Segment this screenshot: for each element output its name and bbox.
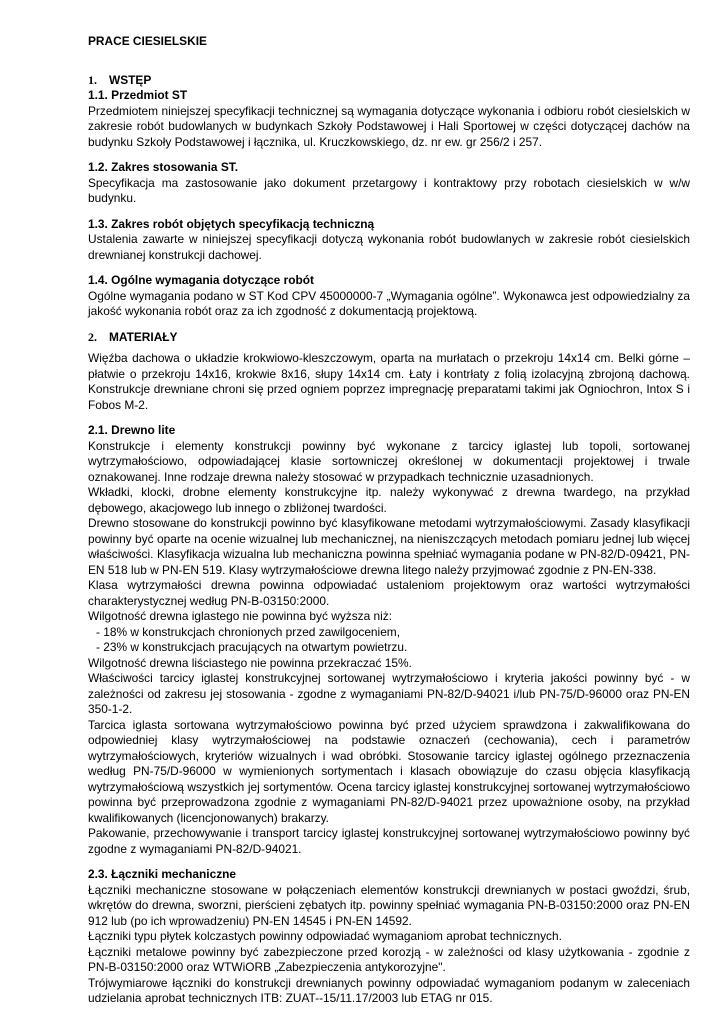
section-title: MATERIAŁY	[109, 329, 178, 344]
paragraph: Ustalenia zawarte w niniejszej specyfikacji dotyczą wykonania robót budowlanych w zakresie robót ciesielskich drewnianej konstrukcji dachowej.	[88, 232, 690, 262]
paragraph: Przedmiotem niniejszej specyfikacji technicznej są wymagania dotyczące wykonania i odbioru robót ciesielskich w zakresie robót budowlanych w budynkach Szkoły Podstawowej i Hali Sportowej w części dotyczącej dachów na budynku Szkoły Podstawowej i łącznika, ul. Kruczkowskiego, dz. nr ew. gr 256/2 i 257.	[88, 103, 690, 149]
section-1-heading	[88, 73, 690, 89]
list-item: - 18% w konstrukcjach chronionych przed zawilgoceniem,	[96, 624, 401, 639]
paragraph: Konstrukcje i elementy konstrukcji powinny być wykonane z tarcicy iglastej lub topoli, sortowanej wytrzymałościowo, odpowiadającej klasie sortowniczej określonej w dokumentacji projektowej i trwale oznakowanej. Inne rodzaje drewna należy stosować w przypadkach technicznie uzasadnionych.	[88, 438, 690, 484]
subsection-heading: 1.4. Ogólne wymagania dotyczące robót	[88, 273, 314, 287]
list-item: - 23% w konstrukcjach pracujących na otwartym powietrzu.	[96, 640, 408, 654]
subsection-heading: 1.3. Zakres robót objętych specyfikacją techniczną	[88, 216, 375, 231]
paragraph: Właściwości tarcicy iglastej konstrukcyjnej sortowanej wytrzymałościowo i kryteria jakości powinny być - w zależności od zakresu jej stosowania - zgodne z wymaganiami PN-82/D-94021 i/lub PN-75/D-96000 oraz PN-EN 350-1-2.	[88, 671, 690, 716]
paragraph: Pakowanie, przechowywanie i transport tarcicy iglastej konstrukcyjnej sortowanej wytrzymałościowo powinny być zgodne z wymaganiami PN-82/D-94021.	[88, 826, 690, 856]
paragraph: Łączniki typu płytek kolczastych powinny odpowiadać wymaganiom aprobat technicznych.	[88, 929, 562, 943]
subsection-heading: 2.3. Łączniki mechaniczne	[88, 867, 237, 881]
paragraph: Wilgotność drewna iglastego nie powinna być wyższa niż:	[88, 609, 393, 623]
section-number: 2.	[88, 329, 97, 344]
paragraph: Więźba dachowa o układzie krokwiowo-kleszczowym, oparta na murłatach o przekroju 14x14 cm. Belki górne – płatwie o przekroju 14x16, krokwie 8x16, słupy 14x14 cm. Łaty i kontrłaty z folią izolacyjną zbrojoną dachową. Konstrukcje drewniane chroni się przed ogniem poprzez impregnację preparatami takimi jak Ogniochron, Intox S i Fobos M-2.	[88, 351, 690, 412]
subsection-heading: 1.2. Zakres stosowania ST.	[88, 160, 239, 174]
subsection-heading: 1.1. Przedmiot ST	[88, 88, 188, 102]
paragraph: Drewno stosowane do konstrukcji powinno być klasyfikowane metodami wytrzymałościowymi. Zasady klasyfikacji powinny być oparte na ocenie wizualnej lub mechanicznej, na nieniszczących metodach pomiaru jednej lub więcej właściwości. Klasyfikacja wizualna lub mechaniczna powinna spełniać wymagania podane w PN-82/D-09421, PN-EN 518 lub w PN-EN 519. Klasy wytrzymałościowe drewna litego należy przyjmować zgodnie z PN-EN-338.	[88, 516, 690, 577]
section-title: WSTĘP	[109, 72, 152, 87]
subsection-heading: 2.1. Drewno lite	[88, 423, 176, 437]
document-title: PRACE CIESIELSKIE	[88, 34, 207, 48]
paragraph: Łączniki metalowe powinny być zabezpieczone przed korozją - w zależności od klasy użytkowania - zgodnie z PN-B-03150:2000 oraz WTWiORB „Zabezpieczenia antykorozyjne".	[88, 944, 690, 974]
section-number: 1.	[88, 72, 97, 87]
paragraph: Ogólne wymagania podano w ST Kod CPV 45000000-7 „Wymagania ogólne”. Wykonawca jest odpowiedzialny za jakość wykonania robót oraz za ich zgodność z dokumentacją projektową.	[88, 288, 690, 318]
section-2-heading	[88, 330, 690, 346]
paragraph: Specyfikacja ma zastosowanie jako dokument przetargowy i kontraktowy przy robotach ciesielskich w w/w budynku.	[88, 175, 690, 205]
paragraph: Wilgotność drewna liściastego nie powinna przekraczać 15%.	[88, 655, 412, 670]
paragraph: Wkładki, klocki, drobne elementy konstrukcyjne itp. należy wykonywać z drewna twardego, na przykład dębowego, akacjowego lub innego o zbliżonej twardości.	[88, 485, 690, 515]
paragraph: Łączniki mechaniczne stosowane w połączeniach elementów konstrukcji drewnianych w postaci gwoździ, śrub, wkrętów do drewna, sworzni, pierścieni zębatych itp. powinny spełniać wymagania PN-B-03150:2000 oraz PN-EN 912 lub (po ich wprowadzeniu) PN-EN 14545 i PN-EN 14592.	[88, 882, 690, 928]
document-page	[88, 34, 690, 1007]
paragraph: Klasa wytrzymałości drewna powinna odpowiadać ustaleniom projektowym oraz wartości wytrzymałości charakterystycznej według PN-B-03150:2000.	[88, 578, 690, 608]
paragraph: Tarcica iglasta sortowana wytrzymałościowo powinna być przed użyciem sprawdzona i zakwalifikowana do odpowiedniej klasy wytrzymałościowej na podstawie oznaczeń (cechowania), cech i parametrów wytrzymałościowych, kryteriów wizualnych i wad obróbki. Stosowanie tarcicy iglastej ogólnego przeznaczenia według PN-75/D-96000 w wymienionych sortymentach i klasach obowiązuje do czasu objęcia klasyfikacją wytrzymałościową wszystkich jej sortymentów. Ocena tarcicy iglastej konstrukcyjnej sortowanej wytrzymałościowo powinna być przeprowadzona zgodnie z wymaganiami PN-82/D-94021 przez upoważnione osoby, na przykład kwalifikowanych (licencjonowanych) brakarzy.	[88, 717, 690, 825]
paragraph: Trójwymiarowe łączniki do konstrukcji drewnianych powinny odpowiadać wymaganiom podanym w zaleceniach udzielania aprobat technicznych ITB: ZUAT--15/11.17/2003 lub ETAG nr 015.	[88, 975, 690, 1005]
